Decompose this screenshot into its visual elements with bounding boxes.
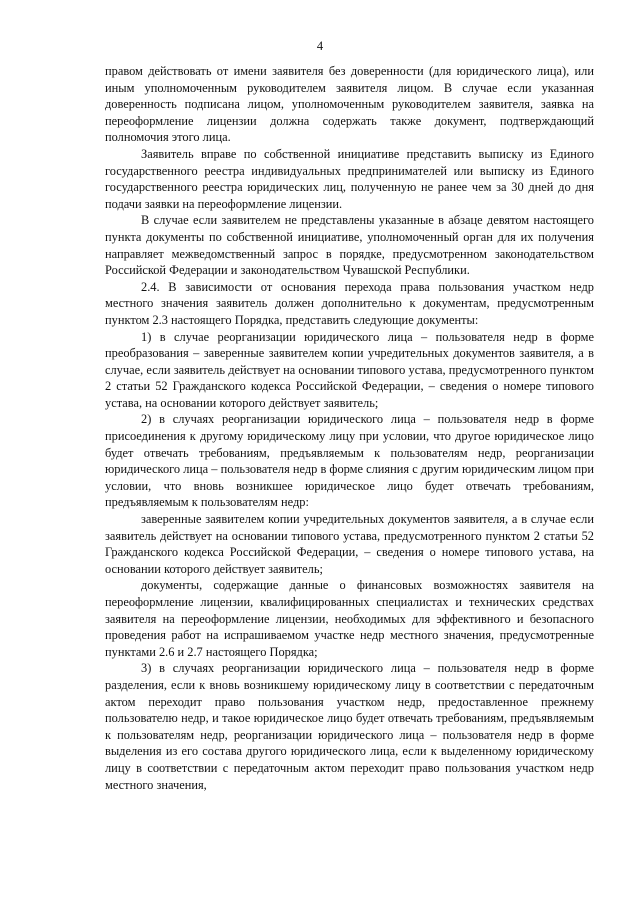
paragraph-2-4: 2.4. В зависимости от основания перехода права пользования участком недр местного значения заявитель должен дополнительно к документам, предусмотренным пунктом 2.3 настоящего Порядка, представить следующие документы:	[105, 279, 594, 327]
page-number: 4	[316, 39, 324, 53]
paragraph-continuation: правом действовать от имени заявителя без доверенности (для юридического лица), или иным уполномоченным руководителем заявителя лицом. В случае если указанная доверенность подписана лицом, уполномоченным руководителем заявителя, заявка на переоформление лицензии должна содержать также документ, подтверждающий полномочия этого лица.	[105, 64, 594, 145]
paragraph-extract-right: Заявитель вправе по собственной инициативе представить выписку из Единого государственного реестра индивидуальных предпринимателей или выписку из Единого государственного реестра юридических лиц, полученную не ранее чем за 30 дней до дня подачи заявки на переоформление лицензии.	[105, 146, 594, 211]
paragraph-item-2-copies: заверенные заявителем копии учредительных документов заявителя, а в случае если заявитель действует на основании типового устава, предусмотренного пунктом 2 статьи 52 Гражданского кодекса Российской Федерации, – сведения о номере типового устава, на основании которого действует заявитель;	[105, 512, 594, 576]
document-body	[105, 63, 594, 793]
paragraph-item-2: 2) в случаях реорганизации юридического лица – пользователя недр в форме присоединения к другому юридическому лицу при условии, что другое юридическое лицо будет отвечать требованиям, предъявляемым к пользователям недр, реорганизации юридического лица – пользователя недр в форме слияния с другим юридическим лицом при условии, что вновь возникшее юридическое лицо будет отвечать требованиям, предъявляемым к пользователям недр:	[105, 412, 594, 510]
paragraph-item-2-documents: документы, содержащие данные о финансовых возможностях заявителя на переоформление лицензии, квалифицированных специалистах и технических средствах заявителя на переоформление лицензии, необходимых для эффективного и безопасного проведения работ на испрашиваемом участке недр местного значения, предусмотренные пунктами 2.6 и 2.7 настоящего Порядка;	[105, 578, 594, 659]
paragraph-item-1: 1) в случае реорганизации юридического лица – пользователя недр в форме преобразования – заверенные заявителем копии учредительных документов заявителя, а в случае, если заявитель действует на основании типового устава, предусмотренного пунктом 2 статьи 52 Гражданского кодекса Российской Федерации, – сведения о номере типового устава, на основании которого действует заявитель;	[105, 329, 594, 410]
paragraph-item-3: 3) в случаях реорганизации юридического лица – пользователя недр в форме разделения, если к вновь возникшему юридическому лицу в соответствии с передаточным актом переходит право пользования участком недр, предоставленное прежнему пользователю недр, и такое юридическое лицо будет отвечать требованиям, предъявляемым к пользователям недр, реорганизации юридического лица – пользователя недр в форме выделения из его состава другого юридического лица, если к выделенному юридическому лицу в соответствии с передаточным актом переходит право пользования участком недр местного значения,	[105, 661, 594, 792]
paragraph-interagency-request: В случае если заявителем не представлены указанные в абзаце девятом настоящего пункта документы по собственной инициативе, уполномоченный орган для их получения направляет межведомственный запрос в порядке, предусмотренном законодательством Российской Федерации и законодательством Чувашской Республики.	[105, 213, 594, 278]
